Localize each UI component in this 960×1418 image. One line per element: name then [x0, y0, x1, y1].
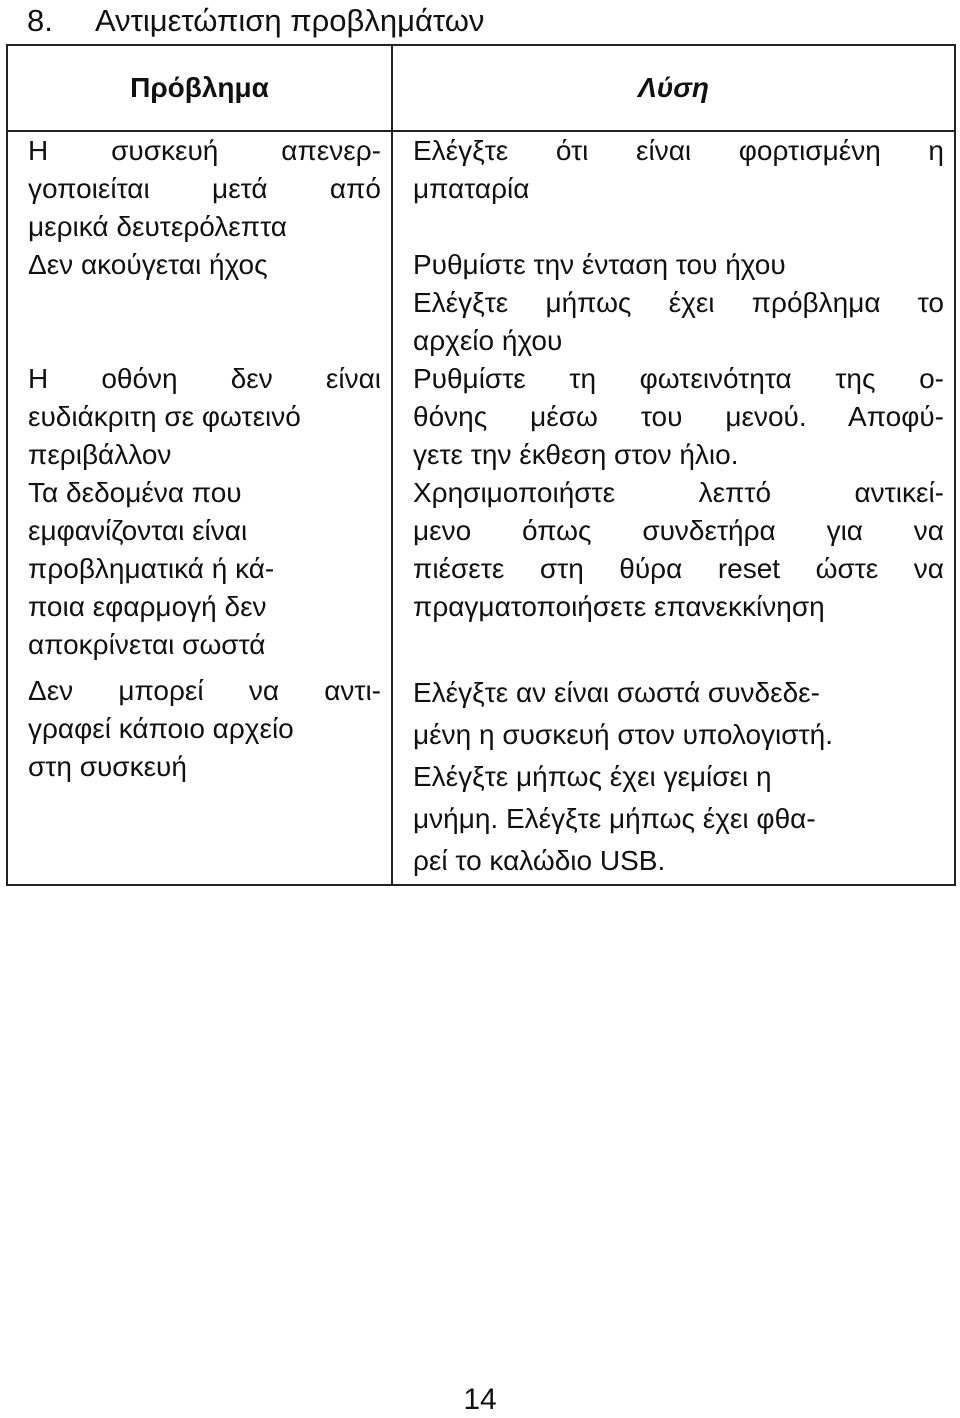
- problem-line: περιβάλλον: [28, 439, 172, 470]
- solution-line: αρχείο ήχου: [413, 325, 563, 356]
- solution-line: Ελέγξτε μήπως έχει γεμίσει η: [413, 761, 772, 792]
- problem-cell: [7, 360, 392, 474]
- problem-line: Δεν μπορεί να αντι-: [28, 675, 381, 706]
- solution-line: Ελέγξτε ότι είναι φορτισμένη η: [413, 135, 944, 166]
- problem-cell: [7, 131, 392, 246]
- solution-line: Ρυθμίστε την ένταση του ήχου: [413, 249, 786, 280]
- solution-cell: [392, 474, 955, 664]
- table-row: [7, 246, 955, 360]
- solution-line: μπαταρία: [413, 173, 530, 204]
- problem-cell: [7, 246, 392, 360]
- problem-line: ευδιάκριτη σε φωτεινό: [28, 401, 301, 432]
- solution-line: γετε την έκθεση στον ήλιο.: [413, 439, 739, 470]
- solution-cell: [392, 360, 955, 474]
- troubleshooting-table: [6, 44, 956, 886]
- problem-line: εμφανίζονται είναι: [28, 515, 248, 546]
- problem-cell: [7, 664, 392, 885]
- solution-column-header: Λύση: [392, 45, 955, 131]
- problem-line: προβληματικά ή κά-: [28, 553, 275, 584]
- problem-line: γοποιείται μετά από: [28, 173, 381, 204]
- solution-cell: [392, 246, 955, 360]
- section-heading: [27, 2, 484, 40]
- problem-line: μερικά δευτερόλεπτα: [28, 211, 287, 242]
- problem-line: Η οθόνη δεν είναι: [28, 363, 381, 394]
- solution-line: μνήμη. Ελέγξτε μήπως έχει φθα-: [413, 803, 816, 834]
- table-row: [7, 474, 955, 664]
- problem-line: στη συσκευή: [28, 751, 187, 782]
- solution-line: μένη η συσκευή στον υπολογιστή.: [413, 719, 833, 750]
- problem-cell: [7, 474, 392, 664]
- table-header-row: [7, 45, 955, 131]
- solution-cell: [392, 664, 955, 885]
- problem-line: Η συσκευή απενερ-: [28, 135, 381, 166]
- problem-line: Τα δεδομένα που: [28, 477, 242, 508]
- section-title: Αντιμετώπιση προβλημάτων: [95, 3, 485, 38]
- table-row: [7, 360, 955, 474]
- problem-line: Δεν ακούγεται ήχος: [28, 249, 268, 280]
- table-row: [7, 131, 955, 246]
- solution-cell: [392, 131, 955, 246]
- solution-line: μενο όπως συνδετήρα για να: [413, 515, 944, 546]
- page-number: 14: [463, 1383, 497, 1416]
- solution-line: Ρυθμίστε τη φωτεινότητα της ο-: [413, 363, 944, 394]
- solution-line: ρεί το καλώδιο USB.: [413, 845, 666, 876]
- solution-line: πραγματοποιήσετε επανεκκίνηση: [413, 591, 825, 622]
- problem-line: ποια εφαρμογή δεν: [28, 591, 267, 622]
- solution-line: θόνης μέσω του μενού. Αποφύ-: [413, 401, 944, 432]
- solution-line: πιέσετε στη θύρα reset ώστε να: [413, 553, 944, 584]
- problem-line: αποκρίνεται σωστά: [28, 629, 266, 660]
- section-number: 8.: [27, 3, 53, 38]
- solution-line: Χρησιμοποιήστε λεπτό αντικεί-: [413, 477, 944, 508]
- problem-line: γραφεί κάποιο αρχείο: [28, 713, 294, 744]
- table-row: [7, 664, 955, 885]
- problem-column-header: Πρόβλημα: [7, 45, 392, 131]
- solution-line: Ελέγξτε αν είναι σωστά συνδεδε-: [413, 677, 820, 708]
- solution-line: Ελέγξτε μήπως έχει πρόβλημα το: [413, 287, 944, 318]
